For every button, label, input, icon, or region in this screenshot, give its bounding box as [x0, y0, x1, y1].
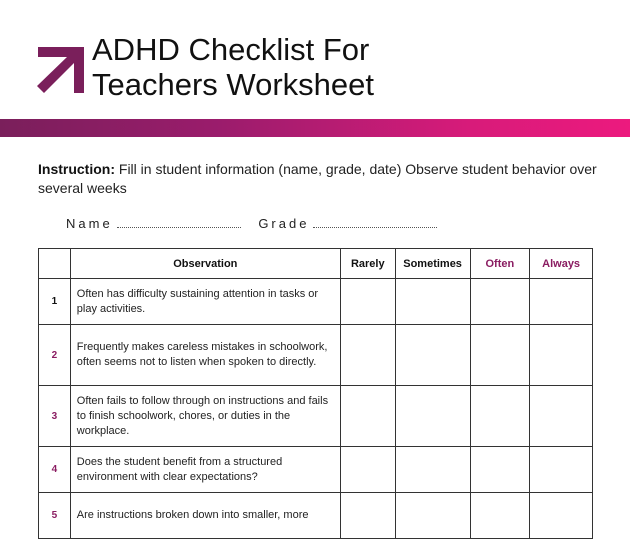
row-observation: Are instructions broken down into smaller, more: [70, 493, 340, 539]
header-rarely: Rarely: [340, 249, 395, 279]
student-info-fields: [66, 215, 451, 231]
rarely-checkbox-cell[interactable]: [340, 325, 395, 386]
table-row: [39, 447, 593, 493]
always-checkbox-cell[interactable]: [530, 386, 593, 447]
grade-input-line[interactable]: [313, 215, 437, 228]
title-line-2: Teachers Worksheet: [92, 67, 374, 102]
table-row: [39, 279, 593, 325]
often-checkbox-cell[interactable]: [470, 447, 530, 493]
arrow-logo-icon: [36, 45, 86, 95]
row-number: 1: [39, 279, 71, 325]
row-observation: Often has difficulty sustaining attention in tasks or play activities.: [70, 279, 340, 325]
always-checkbox-cell[interactable]: [530, 447, 593, 493]
often-checkbox-cell[interactable]: [470, 279, 530, 325]
gradient-divider-band: [0, 119, 630, 137]
always-checkbox-cell[interactable]: [530, 325, 593, 386]
header-often: Often: [470, 249, 530, 279]
instruction-label: Instruction:: [38, 161, 115, 177]
rarely-checkbox-cell[interactable]: [340, 279, 395, 325]
row-observation: Does the student benefit from a structured environment with clear expectations?: [70, 447, 340, 493]
header-number: [39, 249, 71, 279]
grade-field[interactable]: [258, 215, 437, 231]
checklist-table: [38, 248, 593, 539]
instruction-text: [38, 160, 598, 198]
page-title: [92, 32, 374, 102]
title-line-1: ADHD Checklist For: [92, 32, 370, 67]
header-sometimes: Sometimes: [395, 249, 470, 279]
instruction-body: Fill in student information (name, grade, date) Observe student behavior over several weeks: [38, 161, 597, 196]
grade-label: Grade: [258, 216, 310, 231]
rarely-checkbox-cell[interactable]: [340, 447, 395, 493]
row-number: 2: [39, 325, 71, 386]
table-header-row: [39, 249, 593, 279]
always-checkbox-cell[interactable]: [530, 279, 593, 325]
sometimes-checkbox-cell[interactable]: [395, 279, 470, 325]
rarely-checkbox-cell[interactable]: [340, 386, 395, 447]
header-always: Always: [530, 249, 593, 279]
row-number: 3: [39, 386, 71, 447]
row-observation: Often fails to follow through on instructions and fails to finish schoolwork, chores, or duties in the workplace.: [70, 386, 340, 447]
often-checkbox-cell[interactable]: [470, 325, 530, 386]
table-row: [39, 386, 593, 447]
sometimes-checkbox-cell[interactable]: [395, 447, 470, 493]
header: [0, 0, 630, 120]
table-row: [39, 325, 593, 386]
row-observation: Frequently makes careless mistakes in schoolwork, often seems not to listen when spoken to directly.: [70, 325, 340, 386]
name-label: Name: [66, 216, 113, 231]
sometimes-checkbox-cell[interactable]: [395, 386, 470, 447]
row-number: 4: [39, 447, 71, 493]
name-input-line[interactable]: [117, 215, 241, 228]
name-field[interactable]: [66, 215, 241, 231]
sometimes-checkbox-cell[interactable]: [395, 325, 470, 386]
header-observation: Observation: [70, 249, 340, 279]
often-checkbox-cell[interactable]: [470, 386, 530, 447]
row-number: 5: [39, 493, 71, 539]
